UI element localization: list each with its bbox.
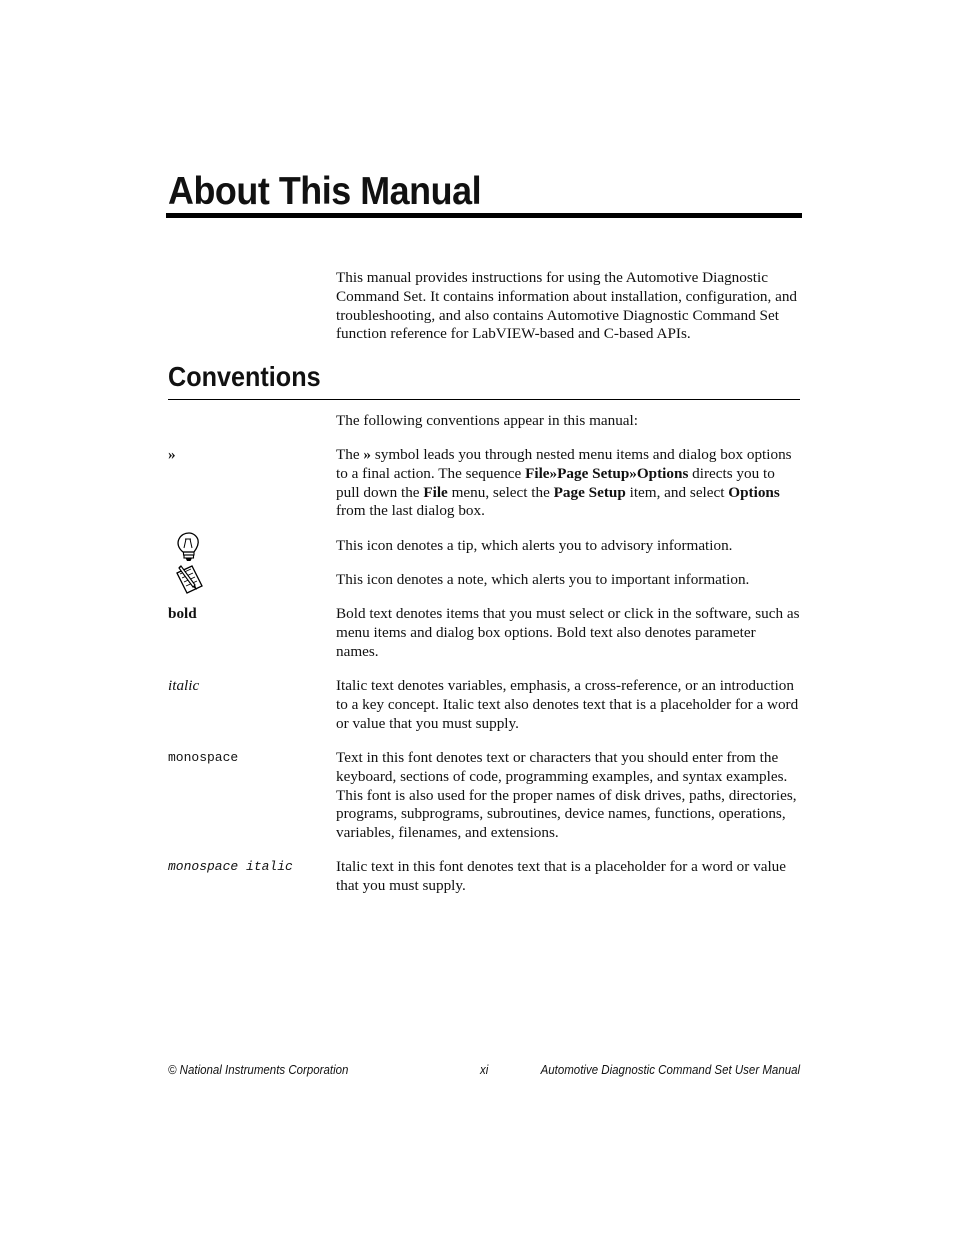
conventions-intro: The following conventions appear in this manual: — [336, 412, 638, 429]
footer-manual-title: Automotive Diagnostic Command Set User Manual — [540, 1063, 800, 1077]
convention-term-menu-symbol: » — [168, 446, 176, 463]
footer-page-number: xi — [480, 1063, 489, 1077]
convention-term-bold: bold — [168, 605, 197, 622]
convention-term-monospace-italic: monospace italic — [168, 859, 293, 874]
convention-desc-menu-symbol: The » symbol leads you through nested menu items and dialog box options to a final action. The sequence File»Page Setup»Options directs you to pull down the File menu, select the Page Setup item, and select Options from the last dialog box. — [336, 446, 792, 520]
convention-desc-monospace: Text in this font denotes text or characters that you should enter from the keyboard, sections of code, programming examples, and syntax examples. This font is also used for the proper names of disk drives, paths, directories, programs, subprograms, subroutines, device names, functions, operations, variables, filenames, and extensions. — [336, 749, 797, 842]
convention-desc-monospace-italic: Italic text in this font denotes text that is a placeholder for a word or value that you must supply. — [336, 858, 786, 894]
section-heading-conventions: Conventions — [168, 361, 321, 392]
note-pencil-icon — [170, 563, 206, 597]
intro-paragraph: This manual provides instructions for using the Automotive Diagnostic Command Set. It contains information about installation, configuration, and troubleshooting, and also contains Automotive Diagnostic Command Set function reference for LabVIEW-based and C-based APIs. — [336, 269, 798, 343]
page-title: About This Manual — [168, 170, 482, 213]
convention-term-italic: italic — [168, 677, 200, 694]
lightbulb-icon — [170, 530, 206, 564]
convention-desc-italic: Italic text denotes variables, emphasis, a cross-reference, or an introduction to a key concept. Italic text also denotes text that is a placeholder for a word or value that you must supply. — [336, 677, 799, 732]
convention-desc-tip: This icon denotes a tip, which alerts you to advisory information. — [336, 537, 733, 554]
footer-copyright: © National Instruments Corporation — [168, 1063, 349, 1077]
convention-desc-bold: Bold text denotes items that you must select or click in the software, such as menu items and dialog box options. Bold text also denotes parameter names. — [336, 605, 800, 660]
convention-desc-note: This icon denotes a note, which alerts you to important information. — [336, 571, 750, 588]
section-rule — [168, 399, 800, 400]
convention-term-monospace: monospace — [168, 750, 239, 765]
title-rule — [166, 213, 802, 218]
